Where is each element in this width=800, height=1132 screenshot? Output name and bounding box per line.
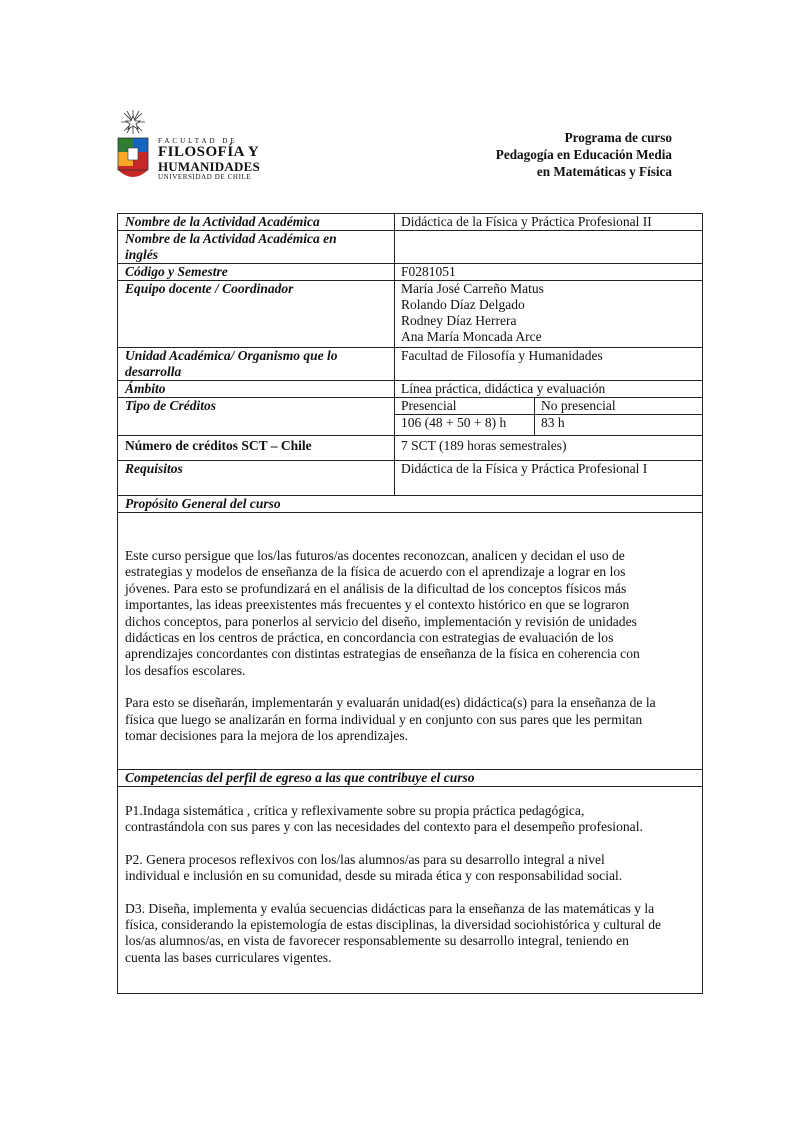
text-line: jóvenes. Para esto se profundizará en el análisis de la dificultad de los conceptos físicos más: [125, 580, 627, 596]
sct-credits: 7 SCT (189 horas semestrales): [401, 438, 567, 453]
table-row: [118, 435, 702, 460]
requirements: Didáctica de la Física y Práctica Profesional I: [401, 461, 648, 476]
text-line: los/as alumnos/as, en vista de favorecer responsablemente su desarrollo integral, teniendo en: [125, 933, 629, 949]
section-heading-competencias: Competencias del perfil de egreso a las que contribuye el curso: [125, 770, 475, 785]
table-row: [118, 769, 702, 786]
competencies-text: [118, 787, 667, 993]
credit-header-row: [395, 398, 702, 414]
academic-unit: Facultad de Filosofía y Humanidades: [401, 348, 603, 363]
team-member: María José Carreño Matus: [401, 281, 544, 296]
text-line: contrastándola con sus pares y con las necesidades del contexto para el desempeño profesional.: [125, 819, 643, 835]
text-line: estrategias y modelos de enseñanza de la física de acuerdo con el aprendizaje a lograr en los: [125, 564, 626, 580]
no-presencial-label: No presencial: [541, 398, 616, 413]
credit-types: [395, 398, 702, 435]
row-label-line: Nombre de la Actividad Académica en: [125, 231, 337, 246]
table-row: [118, 280, 702, 347]
row-label: Requisitos: [118, 461, 395, 495]
course-name: Didáctica de la Física y Práctica Profesional II: [401, 214, 652, 229]
faculty-logo: [116, 108, 260, 188]
team-member: Rolando Díaz Delgado: [401, 297, 525, 312]
row-label: Tipo de Créditos: [118, 398, 395, 435]
text-line: Para esto se diseñarán, implementarán y evaluarán unidad(es) didáctica(s) para la enseñanza de la: [125, 695, 656, 711]
table-row: [118, 263, 702, 280]
presencial-label: Presencial: [395, 398, 535, 414]
row-label: Equipo docente / Coordinador: [118, 281, 395, 347]
text-line: didácticas en los centros de práctica, en concordancia con estrategias de evaluación de los: [125, 630, 614, 646]
logo-line-2: FILOSOFÍA Y: [158, 144, 260, 160]
row-label: Código y Semestre: [118, 264, 395, 280]
competency-p2: [125, 852, 661, 885]
course-name-english: [395, 231, 702, 263]
purpose-paragraph-1: [125, 548, 656, 679]
text-line: P2. Genera procesos reflexivos con los/las alumnos/as para su desarrollo integral a nivel: [125, 851, 605, 867]
table-row: [118, 380, 702, 397]
row-label-line: desarrolla: [125, 364, 182, 379]
program-career-line-1: Pedagogía en Educación Media: [495, 147, 672, 162]
row-label-line: Unidad Académica/ Organismo que lo: [125, 348, 338, 363]
row-label: [118, 348, 395, 380]
row-label: [118, 231, 395, 263]
table-row: [118, 397, 702, 435]
team-member: Rodney Díaz Herrera: [401, 313, 517, 328]
text-line: tomar decisiones para la mejora de los aprendizajes.: [125, 728, 409, 744]
text-line: los desafíos escolares.: [125, 662, 246, 678]
table-row: [118, 460, 702, 495]
row-label-line: inglés: [125, 247, 159, 262]
text-line: Este curso persigue que los/las futuros/as docentes reconozcan, analicen y decidan el uso de: [125, 548, 625, 563]
course-info-table: [117, 213, 703, 994]
no-presencial-value: 83 h: [541, 415, 565, 430]
program-title: Programa de curso: [564, 130, 672, 145]
course-code: F0281051: [401, 264, 456, 279]
logo-line-1: FACULTAD DE: [158, 137, 238, 145]
logo-wordmark: [158, 138, 260, 181]
team-member: Ana María Moncada Arce: [401, 329, 542, 344]
text-line: individual e inclusión en su comunidad, desde su mirada ética y con responsabilidad social.: [125, 868, 623, 884]
text-line: física que luego se analizarán en forma individual y en conjunto con sus pares que les permitan: [125, 711, 643, 727]
logo-line-3: HUMANIDADES: [158, 159, 260, 174]
scope: Línea práctica, didáctica y evaluación: [401, 381, 606, 396]
text-line: importantes, las ideas preexistentes más frecuentes y el contexto histórico en que se lograron: [125, 597, 630, 613]
text-line: aprendizajes concordantes con distintas estrategias de enseñanza de la física en coherencia con: [125, 646, 640, 662]
logo-line-4: UNIVERSIDAD DE CHILE: [158, 173, 252, 181]
table-row: [118, 786, 702, 993]
text-line: D3. Diseña, implementa y evalúa secuencias didácticas para la enseñanza de las matemáticas y la: [125, 900, 655, 916]
row-label: Número de créditos SCT – Chile: [118, 436, 395, 460]
text-line: cuenta las bases curriculares vigentes.: [125, 949, 332, 965]
purpose-paragraph-2: [125, 695, 656, 744]
teaching-team: [395, 281, 702, 347]
table-row: [118, 230, 702, 263]
section-heading-proposito: Propósito General del curso: [125, 496, 281, 511]
table-row: [118, 512, 702, 769]
competency-d3: [125, 901, 661, 967]
credit-value-row: [395, 414, 702, 435]
program-career-line-2: en Matemáticas y Física: [536, 164, 672, 179]
program-header: [496, 129, 672, 180]
text-line: dichos conceptos, para ponerlos al servicio del diseño, implementación y revisión de unidades: [125, 613, 637, 629]
table-row: [118, 214, 702, 230]
table-row: [118, 347, 702, 380]
row-label: Ámbito: [118, 381, 395, 397]
competency-p1: [125, 803, 661, 836]
purpose-text: [118, 513, 662, 769]
presencial-value: 106 (48 + 50 + 8) h: [395, 415, 535, 435]
text-line: P1.Indaga sistemática , crítica y reflexivamente sobre su propia práctica pedagógica,: [125, 803, 585, 818]
university-crest-icon: [116, 108, 156, 188]
text-line: física, considerando la epistemología de estas disciplinas, la diversidad sociohistórica y cultural de: [125, 917, 662, 933]
table-row: [118, 495, 702, 512]
row-label: Nombre de la Actividad Académica: [118, 214, 395, 230]
